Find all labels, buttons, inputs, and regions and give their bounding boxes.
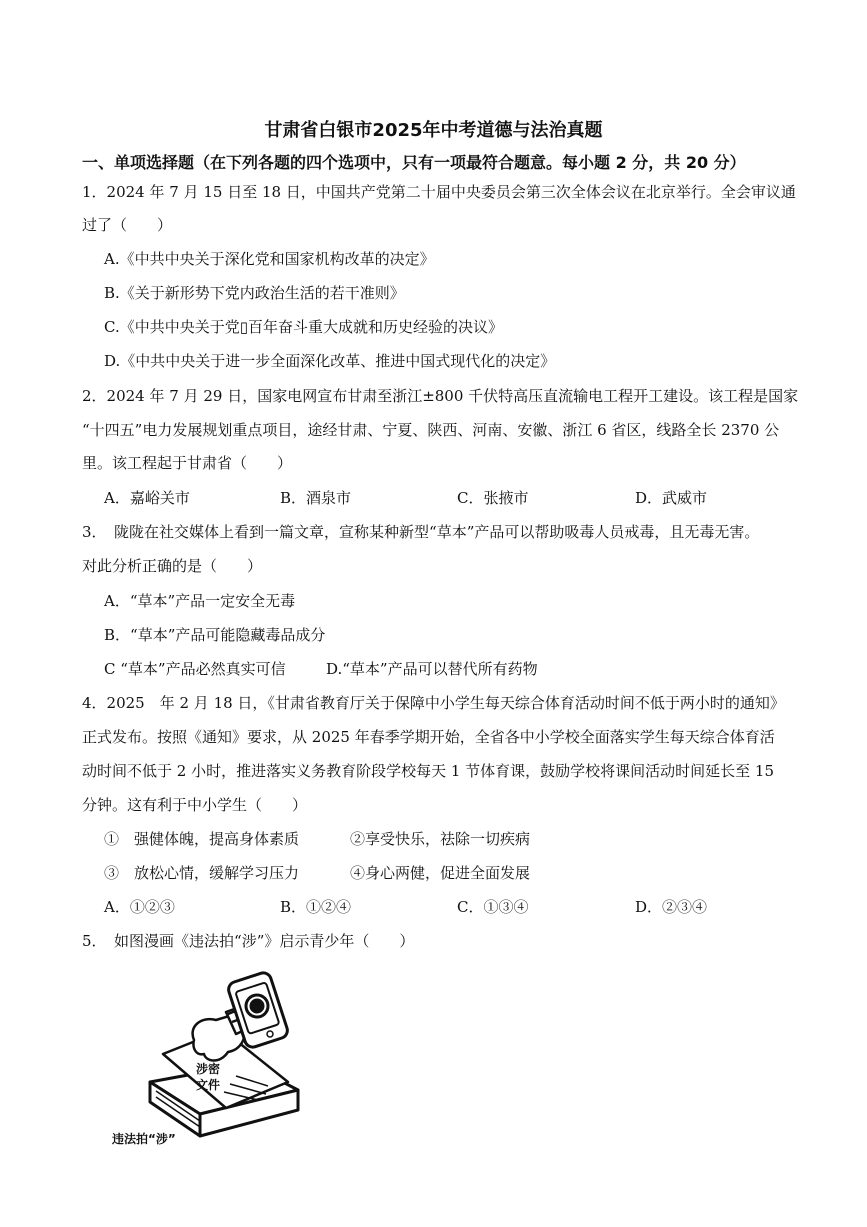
question-2-stem-line-3: 里。该工程起于甘肃省（ ） [82, 454, 293, 472]
question-4-stem-line-1: 4．2025 年 2 月 18 日，《甘肃省教育厅关于保障中小学生每天综合体育活动时间不低于两小时的通知》 [82, 694, 785, 712]
cartoon-caption: 违法拍“涉” [112, 1132, 176, 1146]
question-4-stem-line-2: 正式发布。按照《通知》要求，从 2025 年春季学期开始，全省各中小学校全面落实学生每天综合体育活 [82, 728, 775, 746]
question-2-option-b: B．酒泉市 [280, 489, 352, 507]
question-3-option-b: B．“草本”产品可能隐藏毒品成分 [104, 626, 326, 644]
question-3-stem-line-2: 对此分析正确的是（ ） [82, 557, 263, 575]
question-4-statement-4: ④身心两健，促进全面发展 [350, 864, 531, 882]
cartoon-illustration [108, 968, 308, 1158]
cartoon-doc-label-line-2: 文件 [196, 1078, 221, 1092]
cartoon-doc-label-line-1: 涉密 [196, 1062, 221, 1076]
question-4-statement-1: ① 强健体魄，提高身体素质 [104, 830, 300, 848]
page-title: 甘肃省白银市2025年中考道德与法治真题 [264, 120, 603, 141]
question-4-stem-line-4: 分钟。这有利于中小学生（ ） [82, 796, 308, 814]
question-4-option-b: B．①②④ [280, 898, 352, 916]
question-2-option-a: A．嘉峪关市 [104, 489, 190, 507]
question-2-option-d: D．武威市 [635, 489, 708, 507]
question-4-option-a: A．①②③ [104, 898, 175, 916]
question-1-option-d: D.《中共中央关于进一步全面深化改革、推进中国式现代化的决定》 [104, 352, 556, 370]
question-4-option-d: D．②③④ [635, 898, 708, 916]
question-4-option-c: C．①③④ [457, 898, 529, 916]
question-1-option-b: B.《关于新形势下党内政治生活的若干准则》 [104, 284, 405, 302]
question-3-option-c: C “草本”产品必然真实可信 [104, 660, 286, 678]
question-1-option-c: C.《中共中央关于党▯百年奋斗重大成就和历史经验的决议》 [104, 318, 503, 336]
question-4-stem-line-3: 动时间不低于 2 小时，推进落实义务教育阶段学校每天 1 节体育课，鼓励学校将课间活动时间延长至 15 [82, 762, 775, 780]
question-4-statement-3: ③ 放松心情，缓解学习压力 [104, 864, 300, 882]
question-5-stem: 5． 如图漫画《违法拍“涉”》启示青少年（ ） [82, 932, 415, 950]
section-heading: 一、单项选择题（在下列各题的四个选项中，只有一项最符合题意。每小题 2 分，共 20 分） [82, 153, 746, 172]
question-1-option-a: A.《中共中央关于深化党和国家机构改革的决定》 [104, 250, 435, 268]
question-4-statement-2: ②享受快乐，祛除一切疾病 [350, 830, 531, 848]
question-2-stem-line-1: 2．2024 年 7 月 29 日，国家电网宣布甘肃至浙江±800 千伏特高压直流输电工程开工建设。该工程是国家 [82, 387, 799, 405]
question-3-option-d: D.“草本”产品可以替代所有药物 [326, 660, 538, 678]
question-1-stem-line-2: 过了（ ） [82, 216, 173, 234]
question-1-stem-line-1: 1．2024 年 7 月 15 日至 18 日，中国共产党第二十届中央委员会第三次全体会议在北京举行。全会审议通 [82, 183, 796, 201]
question-2-stem-line-2: “十四五”电力发展规划重点项目，途经甘肃、宁夏、陕西、河南、安徽、浙江 6 省区，线路全长 2370 公 [82, 421, 780, 439]
question-3-option-a: A．“草本”产品一定安全无毒 [104, 592, 296, 610]
question-2-option-c: C．张掖市 [457, 489, 529, 507]
question-3-stem-line-1: 3． 陇陇在社交媒体上看到一篇文章，宣称某种新型“草本”产品可以帮助吸毒人员戒毒，且无毒无害。 [82, 523, 760, 541]
